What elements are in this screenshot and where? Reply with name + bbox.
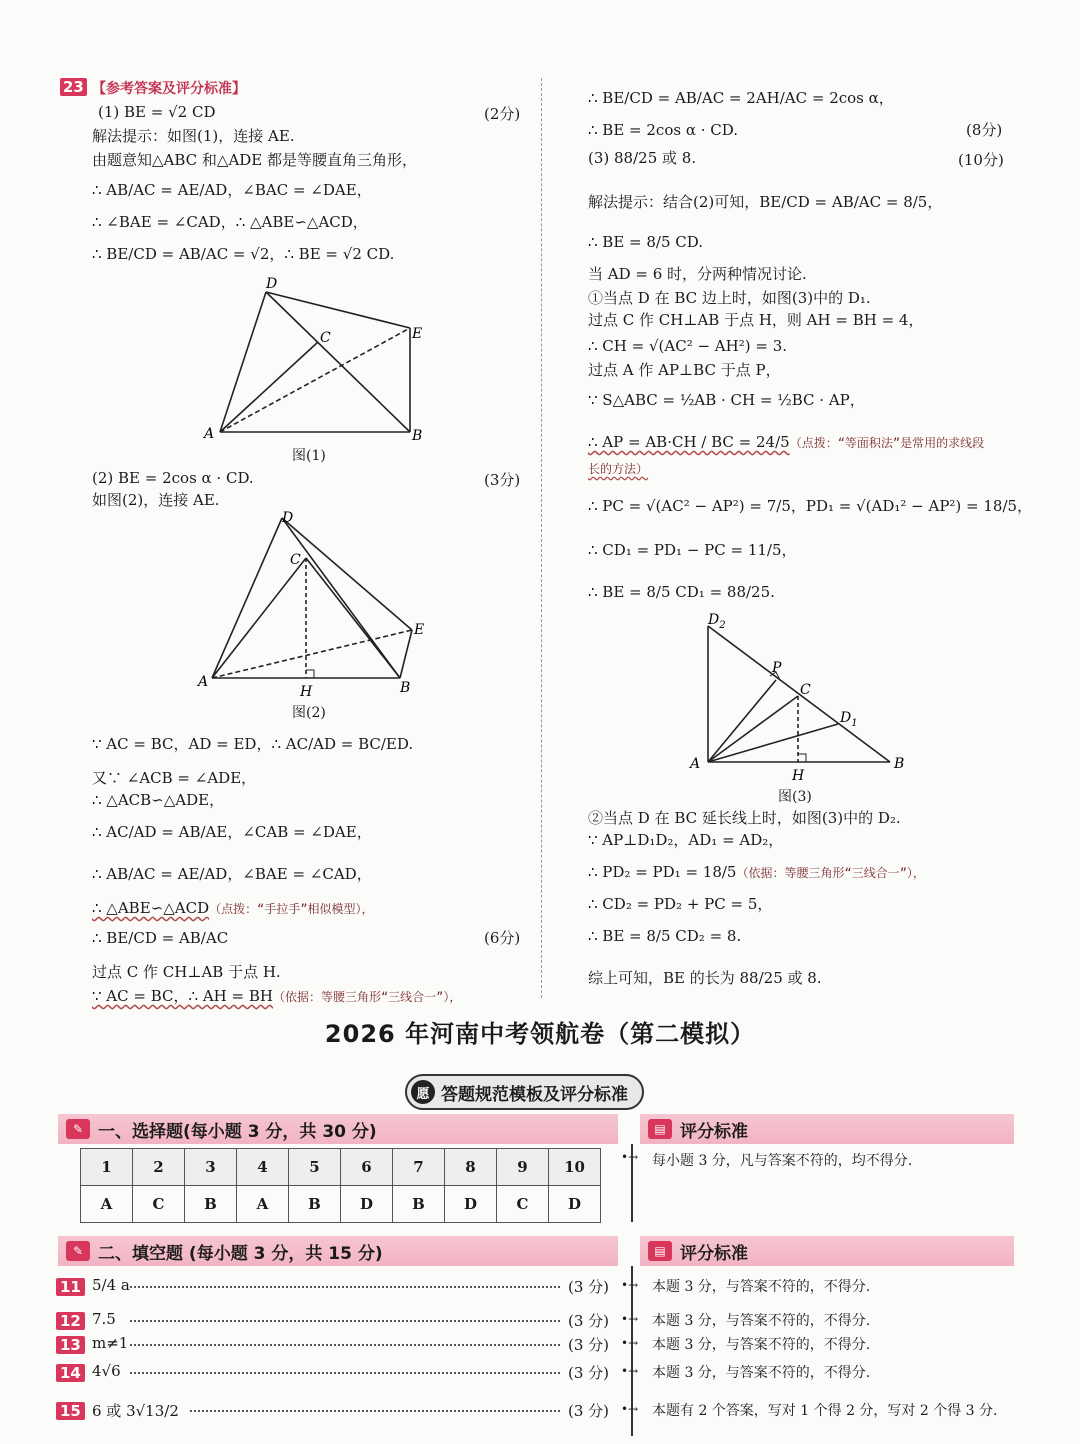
arrow-icon: •→ xyxy=(621,1336,639,1350)
text-line: ∴ CH = √(AC² − AH²) = 3. xyxy=(588,337,788,355)
table-cell: B xyxy=(185,1186,237,1223)
table-row xyxy=(81,1186,601,1223)
leader-dots xyxy=(190,1410,560,1412)
item-score: (3 分) xyxy=(568,1312,610,1330)
svg-text:B: B xyxy=(412,428,423,444)
notebook-icon: ▤ xyxy=(648,1119,672,1139)
svg-text:D2: $D_2$ xyxy=(708,612,726,631)
svg-text:D1: $D_1$ xyxy=(840,710,858,729)
text-line: 由题意知△ABC 和△ADE 都是等腰直角三角形， xyxy=(92,151,418,169)
figure-caption: 图(3) xyxy=(778,789,812,805)
text-line: ∴ BE/CD = AB/AC = 2AH/AC = 2cos α， xyxy=(588,89,894,107)
svg-text:P: P xyxy=(772,660,782,676)
annotation-note: （依据：等腰三角形“三线合一”）， xyxy=(272,990,462,1004)
score-label: (2分) xyxy=(484,105,521,123)
text-line: 如图(2)，连接 AE. xyxy=(92,491,220,509)
question-number-badge: 23 xyxy=(60,78,87,96)
annotation-note: （点拨：“等面积法”是常用的求线段 xyxy=(789,436,985,450)
answer-header: 【参考答案及评分标准】 xyxy=(92,81,246,97)
figure-2 xyxy=(190,506,440,706)
text-line: ∴ BE = 8/5 CD₂ = 8. xyxy=(588,927,742,945)
figure-caption: 图(2) xyxy=(292,705,326,721)
text-line: 过点 A 作 AP⊥BC 于点 P， xyxy=(588,361,781,379)
table-cell: 5 xyxy=(289,1149,341,1186)
item-number: 11 xyxy=(56,1278,85,1296)
text-line: (2) BE = 2cos α · CD. xyxy=(92,469,254,487)
arrow-icon: •→ xyxy=(621,1150,639,1164)
text-line xyxy=(588,432,984,453)
text-line: ∴ CD₁ = PD₁ − PC = 11/5， xyxy=(588,541,797,559)
wavy-text: ∴ △ABE∽△ACD xyxy=(92,899,210,917)
text-line: ∴ BE = 8/5 CD. xyxy=(588,233,704,251)
text-line: ∴ AC/AD = AB/AE，∠CAB = ∠DAE， xyxy=(92,823,372,841)
criteria-text: 本题 3 分，与答案不符的，不得分. xyxy=(652,1313,871,1329)
item-number: 13 xyxy=(56,1336,85,1354)
leader-dots xyxy=(130,1344,560,1346)
svg-text:C: C xyxy=(320,330,331,346)
table-cell: 2 xyxy=(133,1149,185,1186)
table-cell: 9 xyxy=(497,1149,549,1186)
arrow-icon: •→ xyxy=(621,1312,639,1326)
text-line: ∴ BE = 8/5 CD₁ = 88/25. xyxy=(588,583,775,601)
item-score: (3 分) xyxy=(568,1402,610,1420)
section-header xyxy=(58,1236,618,1266)
svg-text:A: A xyxy=(198,674,209,690)
item-score: (3 分) xyxy=(568,1364,610,1382)
table-cell: 4 xyxy=(237,1149,289,1186)
score-label: (3分) xyxy=(484,471,521,489)
table-cell: 10 xyxy=(549,1149,601,1186)
text-line: ∴ △ACB∽△ADE， xyxy=(92,791,225,809)
notebook-icon: ▤ xyxy=(648,1241,672,1261)
table-cell: 1 xyxy=(81,1149,133,1186)
text-line xyxy=(588,862,925,883)
equation: ∴ PD₂ = PD₁ = 18/5 xyxy=(588,863,737,881)
annotation-note: （依据：等腰三角形“三线合一”）， xyxy=(736,866,925,880)
table-cell: A xyxy=(237,1186,289,1223)
template-banner xyxy=(405,1074,644,1110)
svg-text:B: B xyxy=(400,680,411,696)
annotation-note: 长的方法） xyxy=(588,462,649,476)
svg-text:E: E xyxy=(414,622,425,638)
answer-table xyxy=(80,1148,601,1223)
text-line: (3) 88/25 或 8. xyxy=(588,149,697,167)
criteria-text: 本题 3 分，与答案不符的，不得分. xyxy=(652,1365,871,1381)
score-label: (6分) xyxy=(484,929,521,947)
criteria-title: 评分标准 xyxy=(680,1121,748,1142)
item-number: 14 xyxy=(56,1364,85,1382)
fill-answer: 5/4 a xyxy=(92,1276,130,1294)
arrow-icon: •→ xyxy=(621,1364,639,1378)
table-cell: D xyxy=(549,1186,601,1223)
score-label: (8分) xyxy=(966,121,1003,139)
section-header xyxy=(58,1114,618,1144)
banner-icon: 愿 xyxy=(411,1080,435,1104)
criteria-title: 评分标准 xyxy=(680,1243,748,1264)
arrow-icon: •→ xyxy=(621,1278,639,1292)
pencil-icon: ✎ xyxy=(66,1119,90,1139)
text-line: ∵ AC = BC，AD = ED，∴ AC/AD = BC/ED. xyxy=(92,735,414,753)
table-cell: 3 xyxy=(185,1149,237,1186)
svg-text:C: C xyxy=(290,552,301,568)
svg-text:E: E xyxy=(412,326,423,342)
text-line xyxy=(588,458,648,479)
item-number: 15 xyxy=(56,1402,85,1420)
text-line: ∴ BE/CD = AB/AC = √2，∴ BE = √2 CD. xyxy=(92,245,395,263)
pencil-icon: ✎ xyxy=(66,1241,90,1261)
text-line: ∵ AP⊥D₁D₂，AD₁ = AD₂， xyxy=(588,831,784,849)
leader-dots xyxy=(130,1286,560,1288)
criteria-header xyxy=(640,1236,1014,1266)
table-cell: A xyxy=(81,1186,133,1223)
svg-text:B: B xyxy=(894,756,905,772)
section-title: 二、填空题 (每小题 3 分，共 15 分) xyxy=(98,1243,383,1264)
table-cell: B xyxy=(393,1186,445,1223)
svg-text:A: A xyxy=(690,756,701,772)
figure-3 xyxy=(686,610,916,785)
text-line: 综上可知，BE 的长为 88/25 或 8. xyxy=(588,969,822,987)
table-cell: C xyxy=(497,1186,549,1223)
text-line: ∴ AB/AC = AE/AD，∠BAE = ∠CAD， xyxy=(92,865,372,883)
text-line: ∴ ∠BAE = ∠CAD，∴ △ABE∽△ACD， xyxy=(92,213,368,231)
text-line xyxy=(92,898,374,919)
score-label: (10分) xyxy=(958,151,1004,169)
svg-text:D: D xyxy=(282,510,294,526)
svg-text:H: H xyxy=(792,768,805,784)
table-cell: 8 xyxy=(445,1149,497,1186)
text-line xyxy=(92,986,461,1007)
text-line: ∵ S△ABC = ½AB · CH = ½BC · AP， xyxy=(588,391,865,409)
table-cell: 7 xyxy=(393,1149,445,1186)
svg-text:C: C xyxy=(800,682,811,698)
criteria-text: 本题 3 分，与答案不符的，不得分. xyxy=(652,1337,871,1353)
text-line: ①当点 D 在 BC 边上时，如图(3)中的 D₁. xyxy=(588,289,871,307)
seg-DE xyxy=(266,292,410,328)
fill-answer: m≠1 xyxy=(92,1334,129,1352)
text-line: 当 AD = 6 时，分两种情况讨论. xyxy=(588,265,807,283)
text-line: 解法提示：结合(2)可知，BE/CD = AB/AC = 8/5， xyxy=(588,193,943,211)
text-line: ∴ BE = 2cos α · CD. xyxy=(588,121,738,139)
banner-text: 答题规范模板及评分标准 xyxy=(441,1084,628,1105)
table-cell: 6 xyxy=(341,1149,393,1186)
item-number: 12 xyxy=(56,1312,85,1330)
leader-dots xyxy=(130,1320,560,1322)
svg-text:D: D xyxy=(266,276,278,292)
arrow-icon: •→ xyxy=(621,1402,639,1416)
text-line: 解法提示：如图(1)，连接 AE. xyxy=(92,127,295,145)
seg-DB xyxy=(266,292,410,432)
text-line: 过点 C 作 CH⊥AB 于点 H. xyxy=(92,963,281,981)
criteria-text: 每小题 3 分，凡与答案不符的，均不得分. xyxy=(652,1153,913,1169)
figure-1 xyxy=(190,270,440,450)
text-line: 过点 C 作 CH⊥AB 于点 H，则 AH = BH = 4， xyxy=(588,311,924,329)
text-line: ∴ AB/AC = AE/AD，∠BAC = ∠DAE， xyxy=(92,181,372,199)
text-line: (1) BE = √2 CD xyxy=(98,103,216,121)
figure-caption: 图(1) xyxy=(292,448,326,464)
text-line: ②当点 D 在 BC 延长线上时，如图(3)中的 D₂. xyxy=(588,809,901,827)
table-cell: D xyxy=(445,1186,497,1223)
svg-text:A: A xyxy=(204,426,215,442)
table-cell: D xyxy=(341,1186,393,1223)
criteria-text: 本题 3 分，与答案不符的，不得分. xyxy=(652,1279,871,1295)
svg-text:H: H xyxy=(300,684,313,700)
page-title: 2026 年河南中考领航卷（第二模拟） xyxy=(324,1020,756,1048)
text-line: ∴ BE/CD = AB/AC xyxy=(92,929,229,947)
wavy-text: ∴ AP = AB·CH / BC = 24/5 xyxy=(588,433,790,451)
table-cell: B xyxy=(289,1186,341,1223)
item-score: (3 分) xyxy=(568,1336,610,1354)
text-line: 又∵ ∠ACB = ∠ADE， xyxy=(92,769,257,787)
fill-answer: 7.5 xyxy=(92,1310,116,1328)
criteria-text: 本题有 2 个答案，写对 1 个得 2 分，写对 2 个得 3 分. xyxy=(652,1403,998,1419)
table-cell: C xyxy=(133,1186,185,1223)
fill-answer: 4√6 xyxy=(92,1362,121,1380)
text-line: ∴ CD₂ = PD₂ + PC = 5， xyxy=(588,895,773,913)
leader-dots xyxy=(130,1372,560,1374)
annotation-note: （点拨：“手拉手”相似模型）， xyxy=(209,902,374,916)
wavy-text: ∵ AC = BC，∴ AH = BH xyxy=(92,987,273,1005)
table-row xyxy=(81,1149,601,1186)
text-line: ∴ PC = √(AC² − AP²) = 7/5，PD₁ = √(AD₁² − AP²) = 18/5， xyxy=(588,497,1033,515)
column-divider xyxy=(541,78,542,998)
section-title: 一、选择题(每小题 3 分，共 30 分) xyxy=(98,1121,377,1142)
item-score: (3 分) xyxy=(568,1278,610,1296)
criteria-header xyxy=(640,1114,1014,1144)
fill-answer: 6 或 3√13/2 xyxy=(92,1402,179,1420)
